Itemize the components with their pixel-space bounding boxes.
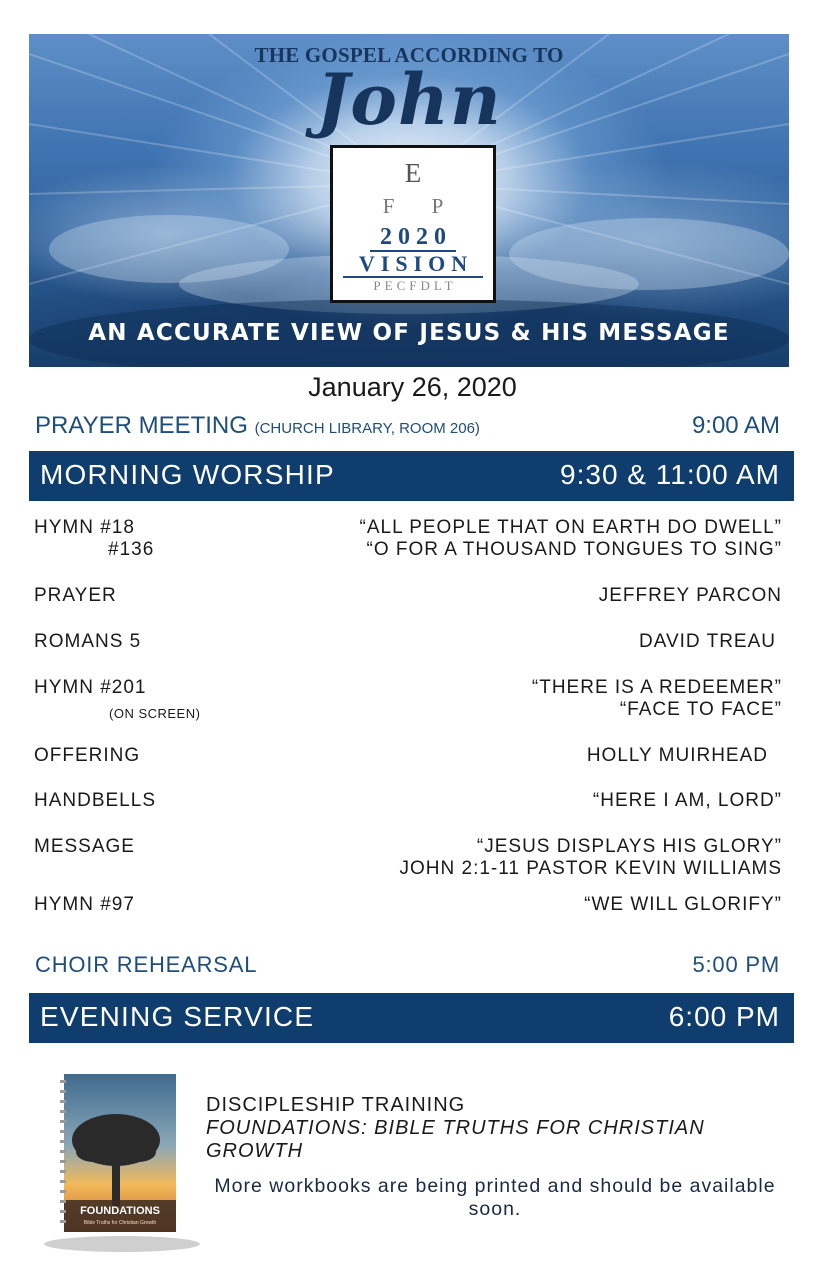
order-item-title-secondary: “FACE TO FACE” xyxy=(619,699,782,720)
order-item-label: HANDBELLS xyxy=(34,790,156,811)
order-item-note: (ON SCREEN) xyxy=(109,706,201,721)
order-item-person: DAVID TREAU xyxy=(639,631,776,652)
eye-chart-year: 2020 xyxy=(370,224,456,252)
order-item-hymn-97 xyxy=(34,894,782,916)
discipleship-title: DISCIPLESHIP TRAINING xyxy=(206,1094,466,1116)
eye-chart-small-line: PECFDLT xyxy=(373,278,457,293)
banner-book-title: John xyxy=(316,58,502,141)
workbook-cover-title: FOUNDATIONS xyxy=(80,1205,160,1217)
order-item-title-secondary: “O FOR A THOUSAND TONGUES TO SING” xyxy=(366,539,782,560)
order-item-prayer xyxy=(34,585,782,607)
order-item-title: “WE WILL GLORIFY” xyxy=(584,894,782,915)
order-item-title: “ALL PEOPLE THAT ON EARTH DO DWELL” xyxy=(359,517,782,538)
evening-service-label: EVENING SERVICE xyxy=(40,1001,315,1032)
prayer-meeting-label: PRAYER MEETING xyxy=(35,412,248,439)
order-item-label: OFFERING xyxy=(34,745,141,766)
order-item-hymn-18 xyxy=(34,517,782,561)
order-item-label: HYMN #97 xyxy=(34,894,135,915)
order-item-title: “JESUS DISPLAYS HIS GLORY” xyxy=(476,836,782,857)
discipleship-book-title: FOUNDATIONS: BIBLE TRUTHS FOR CHRISTIAN GROWTH xyxy=(206,1117,705,1162)
order-item-label-secondary: #136 xyxy=(108,539,155,560)
prayer-meeting-location: (CHURCH LIBRARY, ROOM 206) xyxy=(254,420,480,437)
order-item-title: “THERE IS A REDEEMER” xyxy=(531,677,782,698)
order-item-message xyxy=(34,836,782,879)
service-date: January 26, 2020 xyxy=(308,372,517,402)
morning-worship-label: MORNING WORSHIP xyxy=(40,459,335,490)
order-item-label: HYMN #201 xyxy=(34,677,147,698)
order-item-offering xyxy=(34,745,782,767)
banner-tagline: AN ACCURATE VIEW OF JESUS & HIS MESSAGE xyxy=(88,320,730,346)
eye-chart-line-2: F P xyxy=(382,194,460,218)
discipleship-training xyxy=(206,1094,766,1163)
choir-rehearsal-label: CHOIR REHEARSAL xyxy=(35,952,258,977)
choir-rehearsal-row xyxy=(35,952,780,978)
order-item-handbells xyxy=(34,790,782,812)
eye-chart-line-1: E xyxy=(404,158,422,188)
choir-rehearsal-time: 5:00 PM xyxy=(692,952,780,977)
order-item-label: MESSAGE xyxy=(34,836,135,857)
prayer-meeting-time: 9:00 AM xyxy=(691,412,780,439)
order-item-label: PRAYER xyxy=(34,585,117,606)
header-banner xyxy=(29,34,789,367)
order-item-hymn-201 xyxy=(34,677,782,725)
order-item-person: HOLLY MUIRHEAD xyxy=(586,745,768,766)
morning-worship-time: 9:30 & 11:00 AM xyxy=(560,459,780,490)
order-item-title: “HERE I AM, LORD” xyxy=(592,790,782,811)
order-item-label: ROMANS 5 xyxy=(34,631,142,652)
eye-chart xyxy=(330,145,496,303)
workbook-cover-image xyxy=(42,1072,202,1254)
discipleship-note: More workbooks are being printed and should be available soon. xyxy=(214,1175,776,1220)
evening-service-time: 6:00 PM xyxy=(668,1001,780,1032)
eye-chart-vision: VISION xyxy=(343,252,483,278)
morning-worship-banner xyxy=(29,451,794,501)
order-item-detail: JOHN 2:1-11 PASTOR KEVIN WILLIAMS xyxy=(399,858,782,879)
order-item-label: HYMN #18 xyxy=(34,517,135,538)
evening-service-banner xyxy=(29,993,794,1043)
order-item-person: JEFFREY PARCON xyxy=(598,585,782,606)
prayer-meeting-row xyxy=(35,412,780,440)
workbook-cover-subtitle: Bible Truths for Christian Growth xyxy=(83,1220,157,1226)
banner-series-heading: THE GOSPEL ACCORDING TO xyxy=(254,43,564,67)
order-item-reading xyxy=(34,631,782,653)
